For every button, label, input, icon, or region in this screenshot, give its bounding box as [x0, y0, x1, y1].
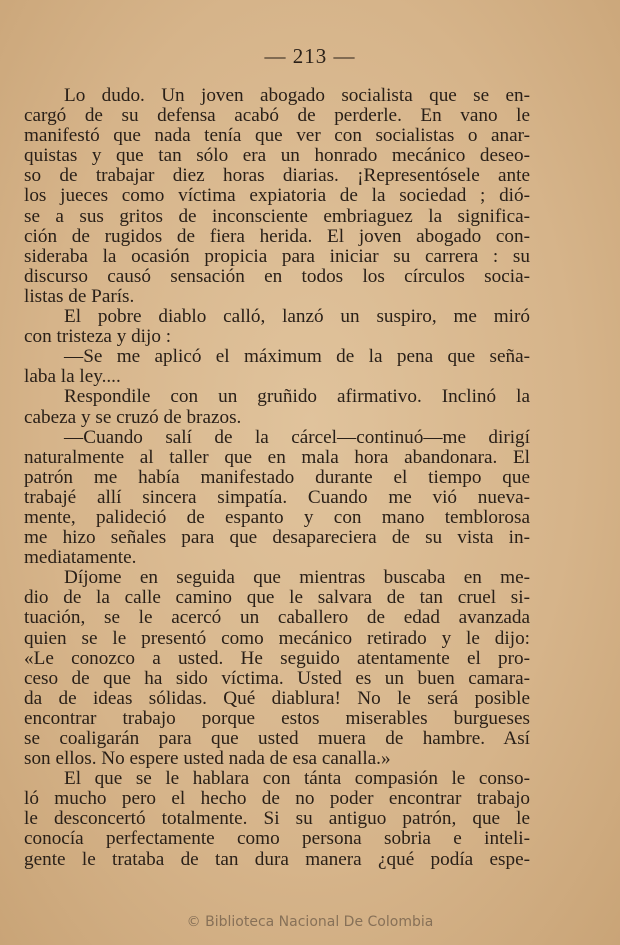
text-line: cabeza y se cruzó de brazos. — [24, 407, 242, 428]
text-line: so de trabajar diez horas diarias. ¡Representósele ante — [24, 166, 530, 187]
page-number-header: — 213 — — [264, 44, 356, 68]
text-line: con tristeza y dijo : — [24, 327, 172, 348]
text-line: Lo dudo. Un joven abogado socialista que se en- — [64, 86, 530, 106]
text-line: laba la ley.... — [24, 367, 121, 388]
text-line: mente, palideció de espanto y con mano temblorosa — [24, 507, 530, 528]
text-line: naturalmente al taller que en mala hora abandonara. El — [24, 447, 530, 468]
text-line: patrón me había manifestado durante el tiempo que — [24, 467, 530, 488]
body-text — [24, 86, 530, 870]
text-line: gente le trataba de tan dura manera ¿qué podía espe- — [24, 849, 530, 870]
text-line: tuación, se le acercó un caballero de edad avanzada — [24, 608, 530, 629]
text-line: sideraba la ocasión propicia para iniciar su carrera : su — [24, 246, 530, 267]
text-line: quien se le presentó como mecánico retirado y le dijo: — [24, 628, 530, 649]
text-line: los jueces como víctima expiatoria de la sociedad ; dió- — [24, 186, 530, 207]
text-line: —Se me aplicó el máximum de la pena que seña- — [64, 347, 530, 368]
text-line: ción de rugidos de fiera herida. El joven abogado con- — [24, 226, 530, 247]
text-line: Díjome en seguida que mientras buscaba en me- — [64, 568, 530, 589]
text-line: discurso causó sensación en todos los círculos socia- — [24, 266, 530, 287]
text-line: conocía perfectamente como persona sobria e inteli- — [24, 829, 530, 850]
text-line: listas de París. — [24, 286, 135, 307]
text-line: me hizo señales para que desapareciera de su vista in- — [24, 528, 530, 549]
text-line: El pobre diablo calló, lanzó un suspiro, me miró — [64, 307, 530, 328]
text-line: cargó de su defensa acabó de perderle. En vano le — [24, 106, 530, 127]
library-watermark: © Biblioteca Nacional De Colombia — [186, 914, 434, 930]
text-line: ló mucho pero el hecho de no poder encontrar trabajo — [24, 789, 530, 810]
text-line: ceso de que ha sido víctima. Usted es un buen camara- — [24, 668, 530, 689]
text-line: se coaligarán para que usted muera de hambre. Así — [24, 729, 530, 749]
text-line: El que se le hablara con tánta compasión le conso- — [64, 769, 530, 790]
text-line: quistas y que tan sólo era un honrado mecánico deseo- — [24, 146, 530, 167]
text-line: dio de la calle camino que le salvara de tan cruel si- — [24, 588, 530, 609]
text-line: mediatamente. — [24, 548, 137, 569]
text-line: «Le conozco a usted. He seguido atentamente el pro- — [24, 648, 530, 669]
text-line: le desconcertó totalmente. Si su antiguo patrón, que le — [24, 809, 530, 830]
text-line: —Cuando salí de la cárcel—continuó—me dirigí — [64, 427, 530, 448]
text-line: Respondile con un gruñido afirmativo. Inclinó la — [64, 387, 530, 408]
text-line: manifestó que nada tenía que ver con socialistas o anar- — [24, 126, 530, 147]
text-line: se a sus gritos de inconsciente embriaguez la significa- — [24, 206, 530, 227]
text-line: encontrar trabajo porque estos miserables burgueses — [24, 708, 530, 729]
text-line: trabajé allí sincera simpatía. Cuando me vió nueva- — [24, 487, 530, 508]
text-line: son ellos. No espere usted nada de esa canalla.» — [24, 749, 391, 770]
text-line: da de ideas sólidas. Qué diablura! No le será posible — [24, 688, 530, 709]
